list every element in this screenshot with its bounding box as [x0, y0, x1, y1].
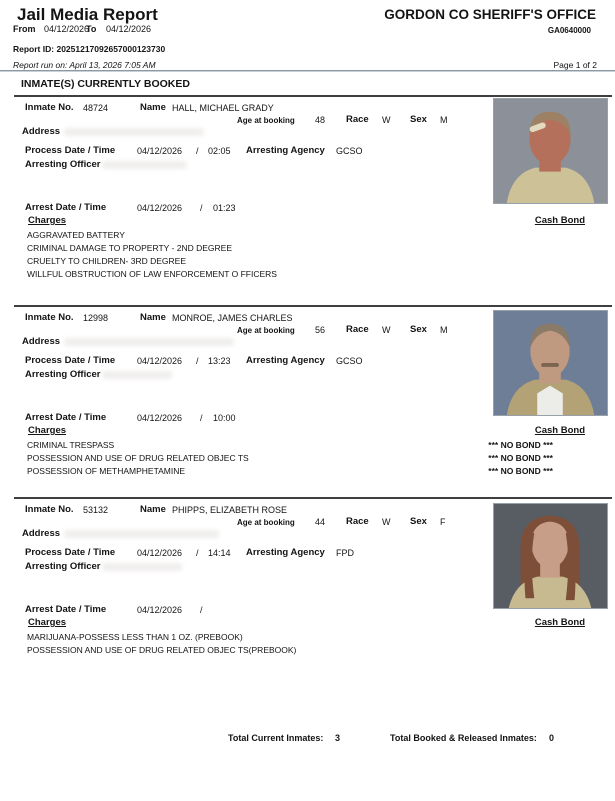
redacted-address [64, 530, 219, 538]
race-value: W [382, 325, 391, 335]
process-label: Process Date / Time [25, 547, 116, 558]
process-time: 14:14 [208, 548, 231, 558]
name-value: HALL, MICHAEL GRADY [172, 103, 274, 113]
address-label: Address [22, 528, 61, 539]
officer-label: Arresting Officer [25, 561, 101, 572]
slash: / [200, 413, 203, 423]
age-label: Age at booking [237, 518, 295, 527]
record-divider [14, 305, 612, 307]
race-label: Race [346, 516, 369, 527]
name-label: Name [140, 102, 166, 113]
process-date: 04/12/2026 [137, 548, 183, 558]
office-name: GORDON CO SHERIFF'S OFFICE [384, 7, 596, 22]
total-current-value: 3 [335, 733, 341, 743]
process-time: 13:23 [208, 356, 231, 366]
charge-line: POSSESSION OF METHAMPHETAMINE [27, 466, 186, 476]
inmate-no-value: 48724 [83, 103, 109, 113]
sex-label: Sex [410, 324, 427, 335]
slash: / [196, 146, 199, 156]
bond-value: *** NO BOND *** [488, 466, 553, 476]
report-title: Jail Media Report [17, 5, 158, 24]
slash: / [200, 203, 203, 213]
process-date: 04/12/2026 [137, 356, 183, 366]
arrest-date: 04/12/2026 [137, 203, 183, 213]
process-date: 04/12/2026 [137, 146, 183, 156]
name-value: MONROE, JAMES CHARLES [172, 313, 293, 323]
run-on-line [13, 60, 156, 70]
race-label: Race [346, 114, 369, 125]
mugshot-illustration [494, 504, 607, 608]
redacted-address [64, 338, 234, 346]
from-date: 04/12/2026 [44, 24, 90, 34]
agency-label: Arresting Agency [246, 145, 325, 156]
bond-value: *** NO BOND *** [488, 440, 553, 450]
to-date: 04/12/2026 [106, 24, 152, 34]
sex-value: F [440, 517, 446, 527]
run-on-value: April 13, 2026 7:05 AM [69, 60, 156, 70]
agency-value: GCSO [336, 146, 363, 156]
officer-label: Arresting Officer [25, 369, 101, 380]
record-divider [14, 497, 612, 499]
arrest-time: 10:00 [213, 413, 236, 423]
inmate-no-value: 53132 [83, 505, 109, 515]
report-id-value: 20251217092657000123730 [56, 44, 166, 54]
charge-line: AGGRAVATED BATTERY [27, 230, 125, 240]
charge-line: WILLFUL OBSTRUCTION OF LAW ENFORCEMENT O FFICERS [27, 269, 277, 279]
sex-value: M [440, 115, 448, 125]
charge-line: MARIJUANA-POSSESS LESS THAN 1 OZ. (PREBOOK) [27, 632, 243, 642]
race-label: Race [346, 324, 369, 335]
office-code: GA0640000 [547, 26, 591, 35]
slash: / [196, 548, 199, 558]
mugshot-photo [493, 503, 608, 609]
arrest-date: 04/12/2026 [137, 413, 183, 423]
charges-header: Charges [28, 215, 67, 226]
mugshot-photo [493, 98, 608, 204]
mugshot-illustration [494, 311, 607, 415]
sex-label: Sex [410, 516, 427, 527]
sex-label: Sex [410, 114, 427, 125]
address-label: Address [22, 126, 61, 137]
process-label: Process Date / Time [25, 355, 116, 366]
name-value: PHIPPS, ELIZABETH ROSE [172, 505, 288, 515]
process-time: 02:05 [208, 146, 231, 156]
agency-value: GCSO [336, 356, 363, 366]
record-divider [14, 95, 612, 97]
charge-line: CRIMINAL TRESPASS [27, 440, 115, 450]
charge-line: CRUELTY TO CHILDREN- 3RD DEGREE [27, 256, 187, 266]
age-label: Age at booking [237, 326, 295, 335]
arrest-label: Arrest Date / Time [25, 202, 107, 213]
officer-label: Arresting Officer [25, 159, 101, 170]
address-label: Address [22, 336, 61, 347]
name-label: Name [140, 504, 166, 515]
inmate-no-label: Inmate No. [25, 312, 74, 323]
charge-line: POSSESSION AND USE OF DRUG RELATED OBJEC TS(PREBOOK) [27, 645, 297, 655]
agency-label: Arresting Agency [246, 355, 325, 366]
header-rule [0, 70, 615, 72]
agency-label: Arresting Agency [246, 547, 325, 558]
report-id-line [13, 44, 165, 54]
cash-bond-header: Cash Bond [534, 425, 585, 436]
name-label: Name [140, 312, 166, 323]
arrest-date: 04/12/2026 [137, 605, 183, 615]
run-on-label: Report run on: [13, 60, 68, 70]
total-released-label: Total Booked & Released Inmates: [390, 733, 537, 743]
agency-value: FPD [336, 548, 354, 558]
age-value: 48 [315, 115, 326, 125]
redacted-officer [102, 371, 172, 379]
bond-value: *** NO BOND *** [488, 453, 553, 463]
charges-header: Charges [28, 425, 67, 436]
cash-bond-header: Cash Bond [534, 617, 585, 628]
age-value: 44 [315, 517, 326, 527]
charge-line: CRIMINAL DAMAGE TO PROPERTY - 2ND DEGREE [27, 243, 232, 253]
from-label: From [13, 24, 36, 34]
process-label: Process Date / Time [25, 145, 116, 156]
report-id-label: Report ID: [13, 44, 55, 54]
arrest-time: 01:23 [213, 203, 236, 213]
race-value: W [382, 517, 391, 527]
inmate-no-label: Inmate No. [25, 504, 74, 515]
total-released-value: 0 [549, 733, 555, 743]
inmate-no-value: 12998 [83, 313, 109, 323]
section-title: INMATE(S) CURRENTLY BOOKED [21, 78, 190, 90]
age-label: Age at booking [237, 116, 295, 125]
redacted-officer [102, 161, 187, 169]
slash: / [200, 605, 203, 615]
redacted-address [64, 128, 204, 136]
mugshot-photo [493, 310, 608, 416]
total-current-label: Total Current Inmates: [228, 733, 324, 743]
mugshot-illustration [494, 99, 607, 203]
inmate-no-label: Inmate No. [25, 102, 74, 113]
arrest-label: Arrest Date / Time [25, 604, 107, 615]
charge-line: POSSESSION AND USE OF DRUG RELATED OBJEC TS [27, 453, 249, 463]
arrest-label: Arrest Date / Time [25, 412, 107, 423]
redacted-officer [102, 563, 182, 571]
cash-bond-header: Cash Bond [534, 215, 585, 226]
page-indicator: Page 1 of 2 [553, 60, 597, 70]
charges-header: Charges [28, 617, 67, 628]
race-value: W [382, 115, 391, 125]
to-label: To [86, 24, 97, 34]
sex-value: M [440, 325, 448, 335]
age-value: 56 [315, 325, 326, 335]
slash: / [196, 356, 199, 366]
